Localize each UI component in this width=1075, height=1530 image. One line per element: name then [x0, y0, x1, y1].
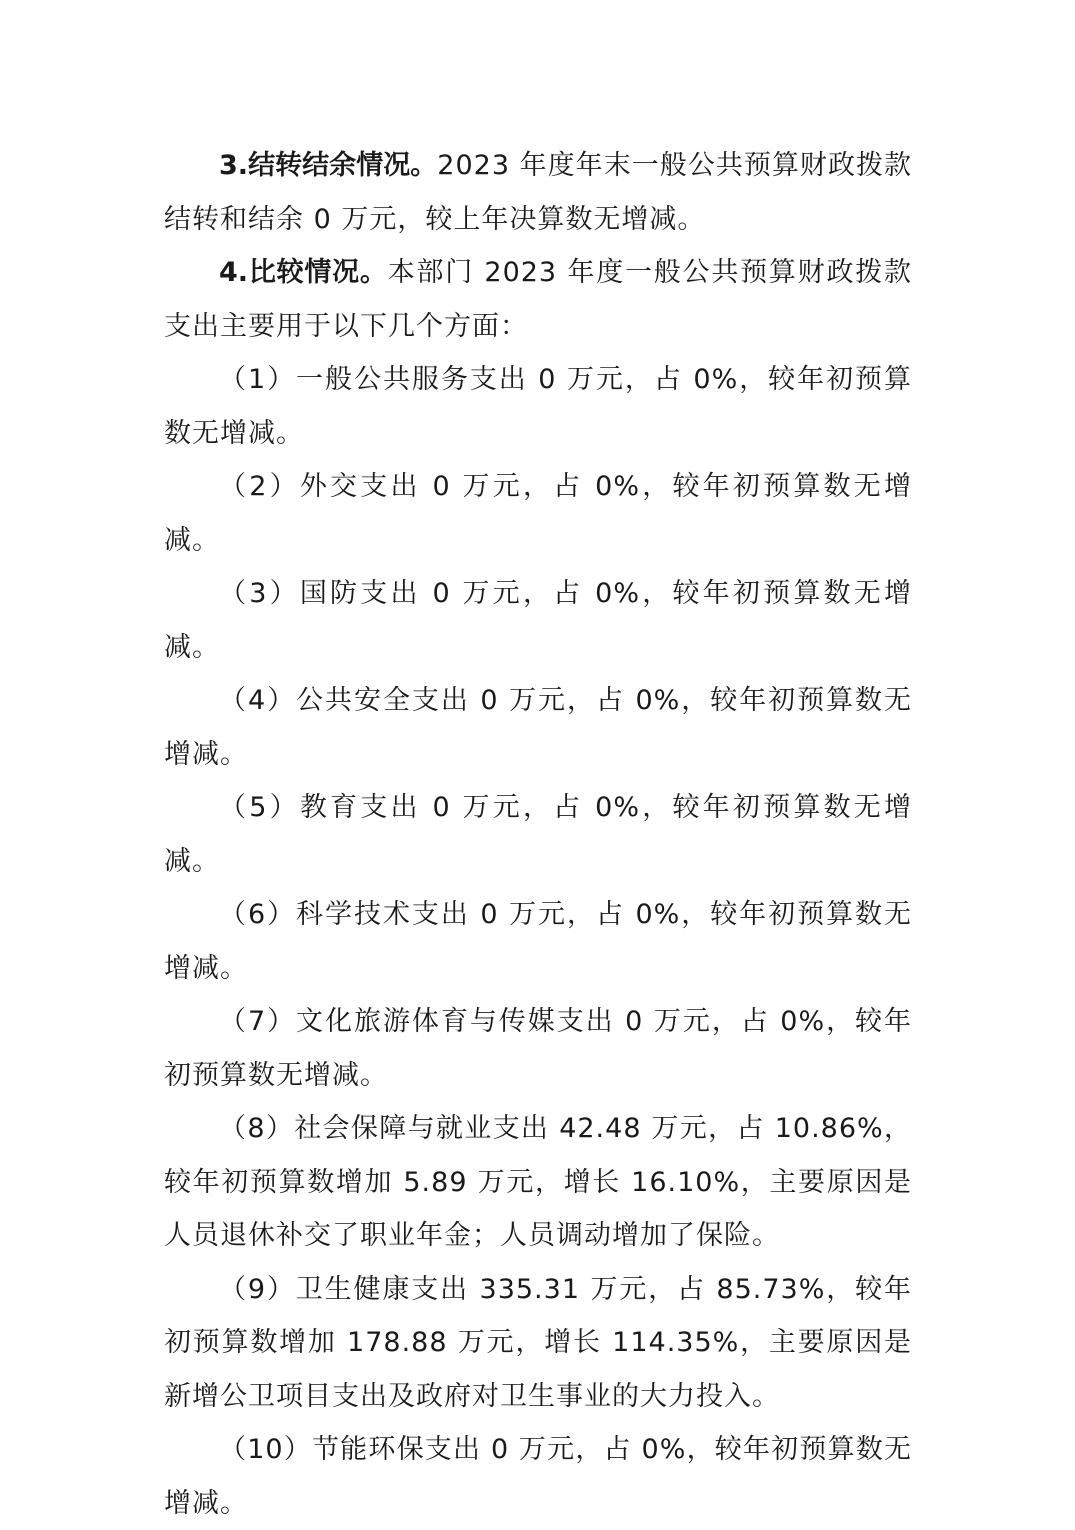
- paragraph-text: （2）外交支出 0 万元，占 0%，较年初预算数无增减。: [164, 471, 912, 556]
- list-item-foreign-affairs: [164, 460, 912, 567]
- paragraph-text: （9）卫生健康支出 335.31 万元，占 85.73%，较年初预算数增加 178.88 万元，增长 114.35%，主要原因是新增公卫项目支出及政府对卫生事业的大力投入。: [164, 1273, 912, 1412]
- paragraph-text: 本部门 2023 年度一般公共预算财政拨款支出主要用于以下几个方面：: [164, 257, 912, 342]
- document-page: [164, 139, 912, 1530]
- paragraph-text: （3）国防支出 0 万元，占 0%，较年初预算数无增减。: [164, 578, 912, 663]
- list-item-health: [164, 1263, 912, 1424]
- paragraph-text: （10）节能环保支出 0 万元，占 0%，较年初预算数无增减。: [164, 1434, 912, 1519]
- section-heading-carryover: 3.结转结余情况。: [219, 150, 438, 181]
- section-heading-comparison: 4.比较情况。: [219, 257, 388, 288]
- list-item-energy-environment: [164, 1423, 912, 1530]
- list-item-general-public-services: [164, 353, 912, 460]
- paragraph-text: （7）文化旅游体育与传媒支出 0 万元，占 0%，较年初预算数无增减。: [164, 1006, 912, 1091]
- list-item-culture-tourism-sports-media: [164, 995, 912, 1102]
- list-item-public-security: [164, 674, 912, 781]
- paragraph-text: （5）教育支出 0 万元，占 0%，较年初预算数无增减。: [164, 792, 912, 877]
- list-item-science-technology: [164, 888, 912, 995]
- paragraph-text: 2023 年度年末一般公共预算财政拨款结转和结余 0 万元，较上年决算数无增减。: [164, 150, 913, 235]
- paragraph-text: （8）社会保障与就业支出 42.48 万元，占 10.86%，较年初预算数增加 5.89 万元，增长 16.10%，主要原因是人员退休补交了职业年金；人员调动增加了保险。: [164, 1113, 912, 1251]
- paragraph-text: （6）科学技术支出 0 万元，占 0%，较年初预算数无增减。: [164, 899, 912, 984]
- list-item-national-defense: [164, 567, 912, 674]
- paragraph-text: （1）一般公共服务支出 0 万元，占 0%，较年初预算数无增减。: [164, 364, 912, 449]
- list-item-social-security-employment: [164, 1102, 912, 1263]
- list-item-education: [164, 781, 912, 888]
- paragraph-carryover: [164, 139, 912, 246]
- paragraph-comparison: [164, 246, 912, 353]
- paragraph-text: （4）公共安全支出 0 万元，占 0%，较年初预算数无增减。: [164, 685, 912, 770]
